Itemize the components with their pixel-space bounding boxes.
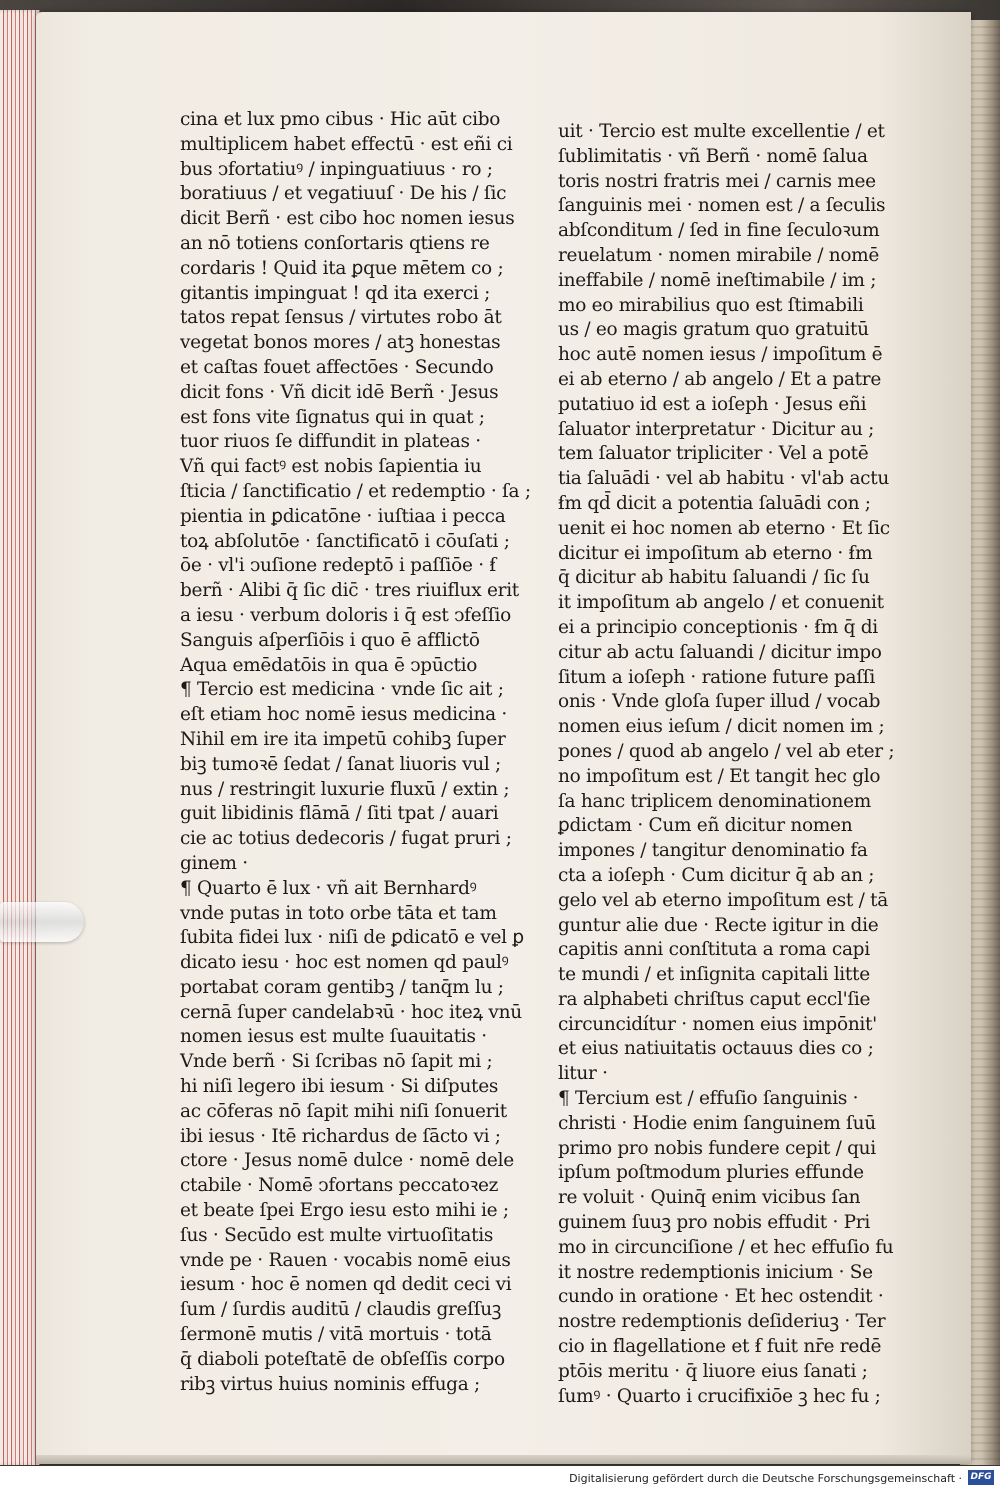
text-line: pones / quod ab angelo / vel ab eter ; <box>558 740 895 762</box>
text-line: ei a principio conceptionis · ẜm q̄ di <box>558 616 878 638</box>
text-line: it impoſitum ab angelo / et conuenit <box>558 592 884 614</box>
text-line: it nostre redemptionis inicium · Se <box>558 1261 873 1283</box>
text-line: nostre redemptionis deſideriuꝫ · Ter <box>558 1311 886 1333</box>
text-line: ſticia / ſanctificatio / et redemptio · ſa ; <box>180 480 531 502</box>
footer-credit: Digitalisierung gefördert durch die Deutsche Forschungsgemeinschaft · <box>569 1472 962 1485</box>
text-line: ſanguinis mei · nomen est / a ſeculis <box>558 195 886 217</box>
text-line: ẜm qd̄ dicit a potentia ſaluādi con ; <box>558 492 871 514</box>
text-line: ¶ Tercium est / effuſio ſanguinis · <box>558 1088 859 1110</box>
text-line: mo eo mirabilius quo est ſtimabili <box>558 294 864 316</box>
text-line: cta a ioſeph · Cum dicitur q̄ ab an ; <box>558 864 875 886</box>
text-line: portabat coram gentibꝫ / tanq̄m lu ; <box>180 976 504 998</box>
text-line: guinem ſuuꝫ pro nobis effudit · Pri <box>558 1212 870 1234</box>
text-line: ſa hanc triplicem denominationem <box>558 790 872 812</box>
text-line: cundo in oratione · Et hec ostendit · <box>558 1286 884 1308</box>
text-line: christi · Hodie enim ſanguinem ſuū <box>558 1112 876 1134</box>
text-line: biꝫ tumoꝛē ſedat / ſanat liuoris vul ; <box>180 753 501 775</box>
right-text-column <box>558 120 895 1409</box>
text-line: ōe · vl'i ↄuſione redeptō i paſſiōe · ẜ <box>180 555 496 577</box>
text-line: uenit ei hoc nomen ab eterno · Et ſic <box>558 517 890 539</box>
text-line: et eius natiuitatis octauus dies co ; <box>558 1038 874 1060</box>
text-line: ra alphabeti chriſtus caput eccl'ſie <box>558 988 871 1010</box>
text-line: ginem · <box>180 852 248 874</box>
text-line: tia ſaluādi · vel ab habitu · vl'ab actu <box>558 468 889 490</box>
text-line: nus / restringit luxurie fluxū / extin ; <box>180 778 510 800</box>
text-line: guit libidinis flāmā / ſiti tpat / auari <box>180 803 499 825</box>
text-line: ¶ Quarto ē lux · vñ ait Bernhardꝰ <box>180 877 477 899</box>
text-line: Nihil em ire ita impetū cohibꝫ ſuper <box>180 728 506 750</box>
text-line: cernā ſuper candelabꝛū · hoc iteꝝ vnū <box>180 1001 522 1023</box>
text-line: ſubita fidei lux · niſi de ꝑdicatō e vel ꝑ <box>180 927 524 949</box>
text-line: mo in circunciſione / et hec effuſio fu <box>558 1236 894 1258</box>
text-line: gelo vel ab eterno impoſitum est / tā <box>558 889 888 911</box>
text-line: dicit fons · Vñ dicit idē Berñ · Jesus <box>180 381 499 403</box>
text-line: hoc autē nomen iesus / impoſitum ē <box>558 344 883 366</box>
text-line: dicitur ei impoſitum ab eterno · ẜm <box>558 542 873 564</box>
text-line: ſublimitatis · vñ Berñ · nomē ſalua <box>558 145 868 167</box>
text-line: cordaris ! Quid ita ꝑque mētem co ; <box>180 257 504 279</box>
text-line: tatos repat ſensus / virtutes robo āt <box>180 307 502 329</box>
text-line: q̄ diaboli poteſtatē de obſeſſis corpo <box>180 1348 505 1370</box>
text-line: an nō totiens conſortaris qtiens re <box>180 232 490 254</box>
text-line: q̄ dicitur ab habitu ſaluandi / ſic ſu <box>558 567 870 589</box>
text-line: litur · <box>558 1063 608 1085</box>
text-line: us / eo magis gratum quo gratuitū <box>558 319 869 341</box>
text-line: ineffabile / nomē ineſtimabile / im ; <box>558 269 877 291</box>
text-line: primo pro nobis fundere cepit / qui <box>558 1137 876 1159</box>
text-line: multiplicem habet effectū · est eñi ci <box>180 133 513 155</box>
text-line: nomen iesus est multe ſuauitatis · <box>180 1026 487 1048</box>
text-line: tuor riuos ſe diffundit in plateas · <box>180 431 481 453</box>
text-line: cie ac totius dedecoris / fugat pruri ; <box>180 828 512 850</box>
left-page-edges <box>0 10 40 1465</box>
text-line: ctabile · Nomē ↄfortans peccatoꝛez <box>180 1175 499 1197</box>
text-line: ſaluator interpretatur · Dicitur au ; <box>558 418 875 440</box>
text-line: gitantis impinguat ! qd ita exerci ; <box>180 282 491 304</box>
text-line: re voluit · Quinq̄ enim vicibus ſan <box>558 1187 861 1209</box>
text-line: circuncidítur · nomen eius impōnit' <box>558 1013 877 1035</box>
text-line: vegetat bonos mores / atꝫ honestas <box>180 332 501 354</box>
text-line: ſermonē mutis / vitā mortuis · totā <box>180 1324 492 1346</box>
text-line: nomen eius ieſum / dicit nomen im ; <box>558 716 885 738</box>
text-line: no impoſitum est / Et tangit hec glo <box>558 765 881 787</box>
text-line: Sanguis aſperſiōis i quo ē afflictō <box>180 629 480 651</box>
text-line: ſum / ſurdis auditū / claudis greſſuꝫ <box>180 1299 502 1321</box>
text-line: uit · Tercio est multe excellentie / et <box>558 121 885 142</box>
page-bottom-edge <box>36 1455 971 1464</box>
text-line: Vñ qui factꝰ est nobis ſapientia iu <box>180 456 482 478</box>
text-line: ctore · Jesus nomē dulce · nomē dele <box>180 1150 514 1172</box>
text-line: dicit Berñ · est cibo hoc nomen iesus <box>180 208 515 230</box>
text-line: ipſum poſtmodum pluries effunde <box>558 1162 864 1184</box>
text-line: dicato iesu · hoc est nomen qd paulꝰ <box>180 952 509 974</box>
text-line: ribꝫ virtus huius nominis effuga ; <box>180 1373 480 1395</box>
page-clip <box>0 902 84 942</box>
text-line: vnde putas in toto orbe tāta et tam <box>180 902 497 924</box>
text-line: guntur alie due · Recte igitur in die <box>558 914 879 936</box>
text-line: et caſtas fouet affectōes · Secundo <box>180 356 494 378</box>
text-line: impones / tangitur denominatio fa <box>558 840 868 862</box>
text-line: Aqua emēdatōis in qua ē ↄpūctio <box>180 654 478 676</box>
text-line: a iesu · verbum doloris i q̄ est ↄfeſſio <box>180 604 511 626</box>
text-line: ſitum a ioſeph · ratione future paſſi <box>558 666 875 688</box>
text-line: Vnde berñ · Si ſcribas nō ſapit mi ; <box>180 1051 493 1073</box>
text-line: cina et lux pmo cibus · Hic aūt cibo <box>180 109 501 130</box>
text-line: ei ab eterno / ab angelo / Et a patre <box>558 368 881 390</box>
text-line: bus ↄfortatiuꝰ / inpinguatiuus · ro ; <box>180 158 493 180</box>
text-line: reuelatum · nomen mirabile / nomē <box>558 244 880 266</box>
text-line: ſus · Secūdo est multe virtuoſitatis <box>180 1224 494 1246</box>
text-line: pientia in ꝑdicatōne · iuſtiaa i pecca <box>180 505 506 527</box>
text-line: capitis anni conſtituta a roma capi <box>558 939 870 961</box>
text-line: putatiuo id est a ioſeph · Jesus eñi <box>558 393 867 415</box>
text-line: eſt etiam hoc nomē iesus medicina · <box>180 704 507 726</box>
text-line: onis · Vnde gloſa ſuper illud / vocab <box>558 691 881 713</box>
text-line: ptōis meritu · q̄ liuore eius ſanati ; <box>558 1360 868 1382</box>
text-line: ſumꝰ · Quarto i crucifixiōe ꝫ hec fu ; <box>558 1385 881 1407</box>
text-line: hi niſi legero ibi iesum · Si diſputes <box>180 1076 499 1098</box>
text-line: abſconditum / ſed in fine ſeculoꝛum <box>558 220 880 242</box>
left-text-column <box>180 108 531 1397</box>
text-line: ibi iesus · Itē richardus de ſācto vi ; <box>180 1125 501 1147</box>
text-line: te mundi / et inſignita capitali litte <box>558 964 870 986</box>
text-line: iesum · hoc ē nomen qd dedit ceci vi <box>180 1274 512 1296</box>
text-line: cio in flagellatione et ẜ fuit nr̄e redē <box>558 1336 882 1358</box>
footer-bar <box>0 1466 1000 1491</box>
text-line: toris nostri fratris mei / carnis mee <box>558 170 876 192</box>
text-line: tem ſaluator tripliciter · Vel a potē <box>558 443 869 465</box>
text-line: ꝑdictam · Cum eñ dicitur nomen <box>558 815 853 837</box>
text-line: citur ab actu ſaluandi / dicitur impo <box>558 641 882 663</box>
text-line: ¶ Tercio est medicina · vnde ſic ait ; <box>180 679 504 701</box>
text-line: et beate ſpei Ergo iesu esto mihi ie ; <box>180 1200 509 1222</box>
text-line: berñ · Alibi q̄ ſic dic̄ · tres riuiflux erit <box>180 580 519 602</box>
text-line: ac cōferas nō ſapit mihi niſi ſonuerit <box>180 1100 507 1122</box>
text-line: boratiuus / et vegatiuuſ · De his / ſic <box>180 183 507 205</box>
dfg-logo: DFG <box>968 1470 994 1485</box>
text-line: toꝝ abſolutōe · ſanctificatō i cōuſati ; <box>180 530 510 552</box>
text-line: vnde pe · Rauen · vocabis nomē eius <box>180 1249 511 1271</box>
text-line: est fons vite ſignatus qui in quat ; <box>180 406 485 428</box>
